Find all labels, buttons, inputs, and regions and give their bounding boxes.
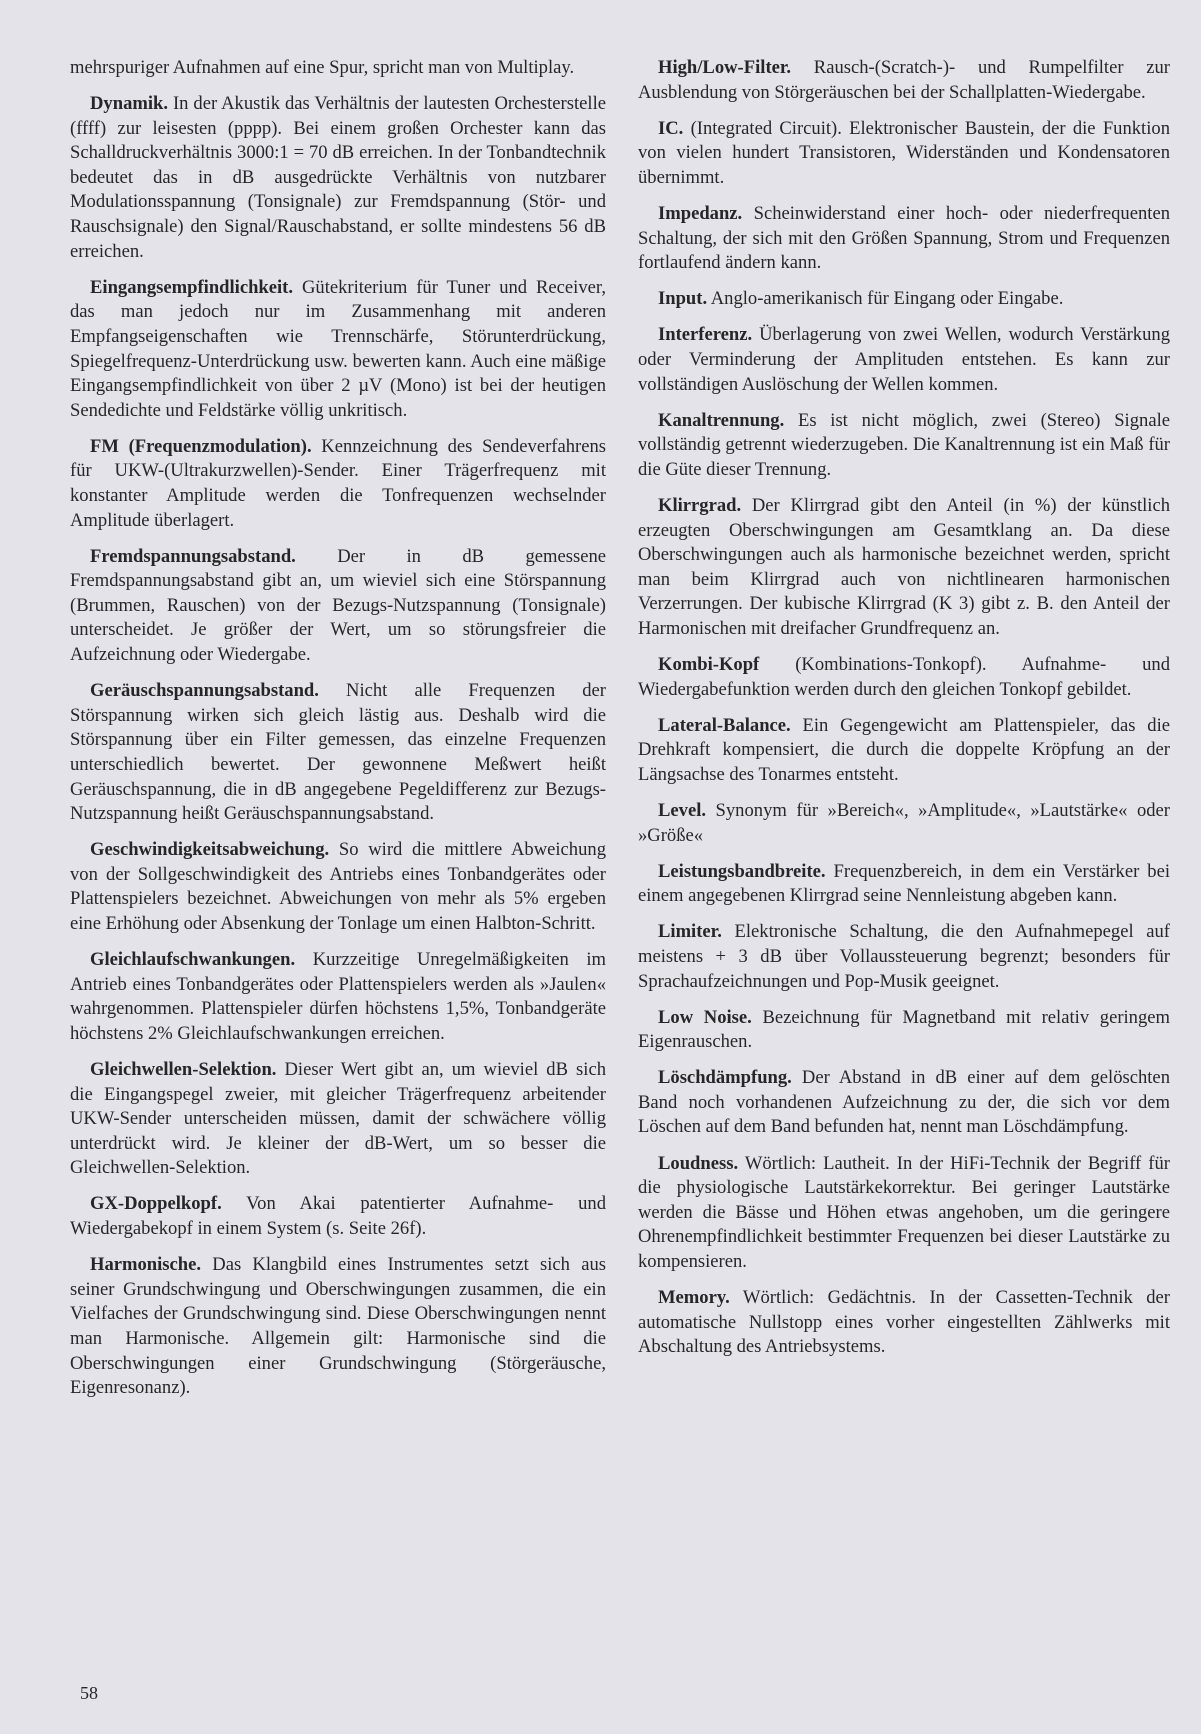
- glossary-term: Geräuschspannungsabstand.: [90, 680, 319, 702]
- glossary-term: Geschwindigkeitsabweichung.: [90, 839, 330, 861]
- glossary-definition: mehrspuriger Aufnahmen auf eine Spur, spricht man von Multiplay.: [70, 57, 575, 78]
- glossary-entry: [638, 56, 1170, 105]
- glossary-definition: Ein Gegengewicht am Plattenspieler, das die Drehkraft kompensiert, die durch die doppelte Kröpfung an der Längsachse des Tonarmes entsteht.: [638, 714, 1170, 785]
- glossary-term: Lateral-Balance.: [658, 714, 791, 736]
- glossary-entry: [638, 1006, 1170, 1055]
- glossary-term: Löschdämpfung.: [658, 1067, 792, 1089]
- glossary-term: FM (Frequenzmodulation).: [90, 435, 312, 457]
- glossary-definition: Synonym für »Bereich«, »Amplitude«, »Lautstärke« oder »Größe«: [638, 799, 1170, 846]
- glossary-term: Kanaltrennung.: [658, 409, 785, 431]
- glossary-definition: Das Klangbild eines Instrumentes setzt sich aus seiner Grundschwingung und Oberschwingungen zusammen, die ein Vielfaches der Grundschwingung sind. Diese Oberschwingungen nennt man Harmonische. Allgemein gilt: Harmonische sind die Oberschwingungen einer Grundschwingung (Störgeräusche, Eigenresonanz).: [70, 1254, 606, 1399]
- glossary-term: Eingangsempfindlichkeit.: [90, 276, 294, 298]
- glossary-entry: [638, 202, 1170, 276]
- glossary-definition: Rausch-(Scratch-)- und Rumpelfilter zur Ausblendung von Störgeräuschen bei der Schallplatten-Wiedergabe.: [638, 57, 1170, 103]
- glossary-definition: Wörtlich: Lautheit. In der HiFi-Technik der Begriff für die physiologische Lautstärkekorrektur. Bei geringer Lautstärke werden die Bässe und Höhen etwas angehoben, um die geringere Ohrenempfindlichkeit bestimmter Frequenzen bei dieser Lautstärke zu kompensieren.: [638, 1152, 1170, 1272]
- glossary-entry: [70, 56, 606, 81]
- glossary-entry: [70, 838, 606, 936]
- glossary-definition: Bezeichnung für Magnetband mit relativ geringem Eigenrauschen.: [638, 1006, 1170, 1053]
- glossary-term: Dynamik.: [90, 93, 169, 115]
- glossary-entry: [638, 494, 1170, 642]
- glossary-term: Interferenz.: [658, 324, 753, 346]
- glossary-term: Impedanz.: [658, 202, 743, 224]
- glossary-entry: [70, 679, 606, 827]
- glossary-term: Limiter.: [658, 921, 722, 943]
- glossary-definition: Dieser Wert gibt an, um wieviel dB sich die Eingangspegel zweier, mit gleicher Trägerfrequenz arbeitender UKW-Sender unterscheiden müssen, damit der schwächere völlig unterdrückt wird. Je kleiner der dB-Wert, um so besser die Gleichwellen-Selektion.: [70, 1058, 606, 1179]
- glossary-entry: [638, 1286, 1170, 1360]
- glossary-entry: [70, 948, 606, 1046]
- glossary-definition: Es ist nicht möglich, zwei (Stereo) Signale vollständig getrennt wiederzugeben. Die Kanaltrennung ist ein Maß für die Güte dieser Trennung.: [638, 409, 1170, 480]
- glossary-entry: [638, 714, 1170, 788]
- page-number: 58: [80, 1683, 98, 1703]
- glossary-term: IC.: [658, 117, 684, 139]
- glossary-definition: Wörtlich: Gedächtnis. In der Cassetten-Technik der automatische Nullstopp eines vorher eingestellten Zählwerks mit Abschaltung des Antriebsystems.: [638, 1287, 1170, 1358]
- glossary-definition: Von Akai patentierter Aufnahme- und Wiedergabekopf in einem System (s. Seite 26f).: [70, 1193, 606, 1240]
- glossary-term: Fremdspannungsabstand.: [90, 545, 296, 567]
- glossary-term: Gleichwellen-Selektion.: [90, 1058, 277, 1080]
- glossary-term: Level.: [658, 799, 707, 821]
- glossary-definition: (Kombinations-Tonkopf). Aufnahme- und Wiedergabefunktion werden durch den gleichen Tonkopf gebildet.: [638, 653, 1170, 700]
- glossary-term: Leistungsbandbreite.: [658, 860, 826, 882]
- glossary-entry: [70, 435, 606, 533]
- glossary-entry: [70, 1253, 606, 1401]
- glossary-entry: [638, 117, 1170, 191]
- glossary-term: Low Noise.: [658, 1006, 752, 1028]
- glossary-term: GX-Doppelkopf.: [90, 1193, 222, 1215]
- glossary-definition: So wird die mittlere Abweichung von der Sollgeschwindigkeit des Antriebs eines Tonbandgerätes oder Plattenspielers bezeichnet. Abweichungen von mehr als 5% ergeben eine Erhöhung oder Absenkung der Tonlage um einen Halbton-Schritt.: [70, 839, 606, 934]
- glossary-term: Memory.: [658, 1287, 730, 1309]
- glossary-term: Kombi-Kopf: [658, 653, 760, 675]
- glossary-definition: Der Klirrgrad gibt den Anteil (in %) der künstlich erzeugten Oberschwingungen am Gesamtklang an. Da diese Oberschwingungen auch als harmonische bezeichnet werden, spricht man beim Klirrgrad auch von nichtlinearen harmonischen Verzerrungen. Der kubische Klirrgrad (K 3) gibt z. B. den Anteil der Harmonischen mit dreifacher Grundfrequenz an.: [638, 494, 1170, 639]
- glossary-definition: Elektronische Schaltung, die den Aufnahmepegel auf meistens + 3 dB über Vollaussteuerung begrenzt; besonders für Sprachaufzeichnungen und Pop-Musik geeignet.: [638, 921, 1170, 992]
- glossary-term: Gleichlaufschwankungen.: [90, 949, 296, 971]
- glossary-entry: [70, 1192, 606, 1241]
- glossary-entry: [638, 799, 1170, 848]
- glossary-entry: [638, 920, 1170, 994]
- glossary-definition: Frequenzbereich, in dem ein Verstärker bei einem angegebenen Klirrgrad seine Nennleistung abgeben kann.: [638, 860, 1170, 907]
- glossary-definition: (Integrated Circuit). Elektronischer Baustein, der die Funktion von vielen hundert Transistoren, Widerständen und Kondensatoren übernimmt.: [638, 117, 1170, 188]
- glossary-definition: Anglo-amerikanisch für Eingang oder Eingabe.: [707, 288, 1064, 310]
- glossary-definition: Gütekriterium für Tuner und Receiver, das man jedoch nur im Zusammenhang mit anderen Empfangseigenschaften wie Trennschärfe, Störunterdrückung, Spiegelfrequenz-Unterdrückung usw. bewerten kann. Auch eine mäßige Eingangsempfindlichkeit von über 2 µV (Mono) ist bei der heutigen Sendedichte und Feldstärke völlig unkritisch.: [70, 276, 606, 421]
- glossary-definition: Der Abstand in dB einer auf dem gelöschten Band noch vorhandenen Aufzeichnung zu der, die sich vor dem Löschen auf dem Band befunden hat, nennt man Löschdämpfung.: [638, 1067, 1170, 1138]
- glossary-term: Loudness.: [658, 1152, 739, 1174]
- glossary-definition: Überlagerung von zwei Wellen, wodurch Verstärkung oder Verminderung der Amplituden entstehen. Es kann zur vollständigen Auslöschung der Wellen kommen.: [638, 324, 1170, 395]
- glossary-term: Input.: [658, 288, 708, 310]
- glossary-entry: [638, 323, 1170, 397]
- glossary-definition: In der Akustik das Verhältnis der lautesten Orchesterstelle (ffff) zur leisesten (pppp). Bei einem großen Orchester kann das Schalldruckverhältnis 3000:1 = 70 dB erreichen. In der Tonbandtechnik bedeutet das in dB ausgedrückte Verhältnis von nutzbarer Modulationsspannung (Tonsignale) zur Fremdspannung (Stör- und Rauschsignale) den Signal/Rauschabstand, er sollte mindestens 56 dB erreichen.: [70, 93, 606, 262]
- glossary-entry: [70, 92, 606, 264]
- glossary-entry: [638, 653, 1170, 702]
- glossary-entry: [70, 545, 606, 668]
- left-column: [70, 56, 606, 1412]
- glossary-entry: [638, 1066, 1170, 1140]
- glossary-definition: Der in dB gemessene Fremdspannungsabstand gibt an, um wieviel sich eine Störspannung (Brummen, Rauschen) von der Bezugs-Nutzspannung (Tonsignale) unterscheidet. Je größer der Wert, um so störungsfreier die Aufzeichnung oder Wiedergabe.: [70, 545, 606, 666]
- glossary-term: Klirrgrad.: [658, 494, 742, 516]
- glossary-definition: Nicht alle Frequenzen der Störspannung wirken sich gleich lästig aus. Deshalb wird die Störspannung über ein Filter gemessen, das einzelne Frequenzen unterschiedlich bewertet. Der gewonnene Meßwert heißt Geräuschspannung, die in dB angegebene Pegeldifferenz zur Bezugs-Nutzspannung heißt Geräuschspannungsabstand.: [70, 680, 606, 825]
- glossary-term: Harmonische.: [90, 1254, 202, 1276]
- glossary-entry: [70, 1058, 606, 1181]
- glossary-definition: Scheinwiderstand einer hoch- oder niederfrequenten Schaltung, der sich mit den Größen Spannung, Strom und Frequenzen fortlaufend ändern kann.: [638, 202, 1170, 274]
- glossary-entry: [638, 1152, 1170, 1275]
- glossary-entry: [638, 287, 1170, 312]
- glossary-definition: Kennzeichnung des Sendeverfahrens für UKW-(Ultrakurzwellen)-Sender. Einer Trägerfrequenz mit konstanter Amplitude werden die Tonfrequenzen wechselnder Amplitude überlagert.: [70, 435, 606, 531]
- glossary-term: High/Low-Filter.: [658, 57, 792, 78]
- glossary-entry: [638, 409, 1170, 483]
- right-column: [638, 56, 1170, 1371]
- glossary-definition: Kurzzeitige Unregelmäßigkeiten im Antrieb eines Tonbandgerätes oder Plattenspielers werden als »Jaulen« wahrgenommen. Plattenspieler dürfen höchstens 1,5%, Tonbandgeräte höchstens 2% Gleichlaufschwankungen erreichen.: [70, 949, 606, 1044]
- glossary-entry: [70, 276, 606, 424]
- glossary-entry: [638, 860, 1170, 909]
